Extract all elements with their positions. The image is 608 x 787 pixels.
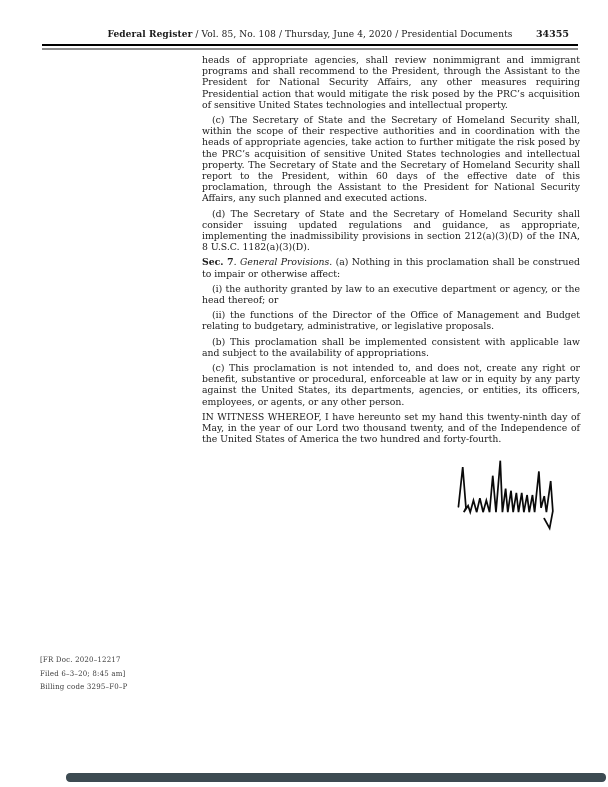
paragraph [202, 337, 580, 359]
text-run: Sec. 7 [202, 257, 234, 269]
billing-code-line: Billing code 3295–F0–P [40, 683, 128, 691]
header-rule-thick [42, 44, 578, 46]
text-run: (c) The Secretary of State and the Secretary of Homeland Security shall, within the scope of their respective authorities and in coordination with the heads of appropriate agencies, take action to further mitigate the risk posed by the PRC’s acquisition of sensitive United States technologies and intellectual property. The Secretary of State and the Secretary of Homeland Security shall report to the President, within 60 days of the effective date of this proclamation, through the Assistant to the President for National Security Affairs, any such planned and executed actions. [202, 115, 580, 205]
colophon [40, 654, 128, 695]
text-run: (ii) the functions of the Director of the Office of Management and Budget relating to budgetary, administrative, or legislative proposals. [202, 310, 580, 333]
journal-title: Federal Register [107, 30, 193, 40]
paragraph [202, 310, 580, 332]
page-imprint-bar [66, 773, 606, 782]
text-run: (d) The Secretary of State and the Secretary of Homeland Security shall consider issuing updated regulations and guidance, as appropriate, implementing the inadmissibility provisions in section 212(a)(3)(D) of the INA, 8 U.S.C. 1182(a)(3)(D). [202, 208, 580, 254]
paragraph [202, 209, 580, 254]
paragraph [202, 115, 580, 205]
text-run: General Provisions. [239, 257, 333, 269]
text-run: . [233, 257, 240, 269]
page-number: 34355 [535, 29, 569, 40]
text-run: (c) This proclamation is not intended to, and does not, create any right or benefit, substantive or procedural, enforceable at law or in equity by any party against the United States, its departments, agencies, or entities, its officers, employees, or agents, or any other person. [202, 363, 580, 408]
paragraph [202, 363, 580, 408]
paragraph [202, 284, 580, 306]
running-head [42, 28, 578, 42]
page-header [42, 28, 578, 42]
filed-line: Filed 6–3–20; 8:45 am] [40, 669, 126, 678]
presidential-signature-icon [452, 456, 570, 534]
text-run: (b) This proclamation shall be implemented consistent with applicable law and subject to the availability of appropriations. [202, 336, 580, 359]
fr-doc-line: [FR Doc. 2020–12217 [40, 656, 121, 664]
text-run: IN WITNESS WHEREOF, I have hereunto set my hand this twenty-ninth day of May, in the year of our Lord two thousand twenty, and of the Independence of the United States of America the two hundred and forty-fourth. [202, 411, 580, 446]
paragraph [202, 412, 580, 446]
text-run: heads of appropriate agencies, shall review nonimmigrant and immigrant programs and shall recommend to the President, through the Assistant to the President for National Security Affairs, any other measures requiring Presidential action that would mitigate the risk posed by the PRC’s acquisition of sensitive United States technologies and intellectual property. [202, 55, 580, 111]
paragraph [202, 55, 580, 111]
document-body [202, 55, 580, 450]
header-rule-thin [42, 48, 578, 49]
header-rule [42, 44, 578, 50]
issue-citation: / Vol. 85, No. 108 / Thursday, June 4, 2020 / Presidential Documents [192, 30, 513, 40]
text-run: (i) the authority granted by law to an executive department or agency, or the head thereof; or [202, 283, 580, 307]
paragraph [202, 257, 580, 279]
text-run: (a) Nothing in this proclamation shall be construed to impair or otherwise affect: [202, 257, 580, 280]
